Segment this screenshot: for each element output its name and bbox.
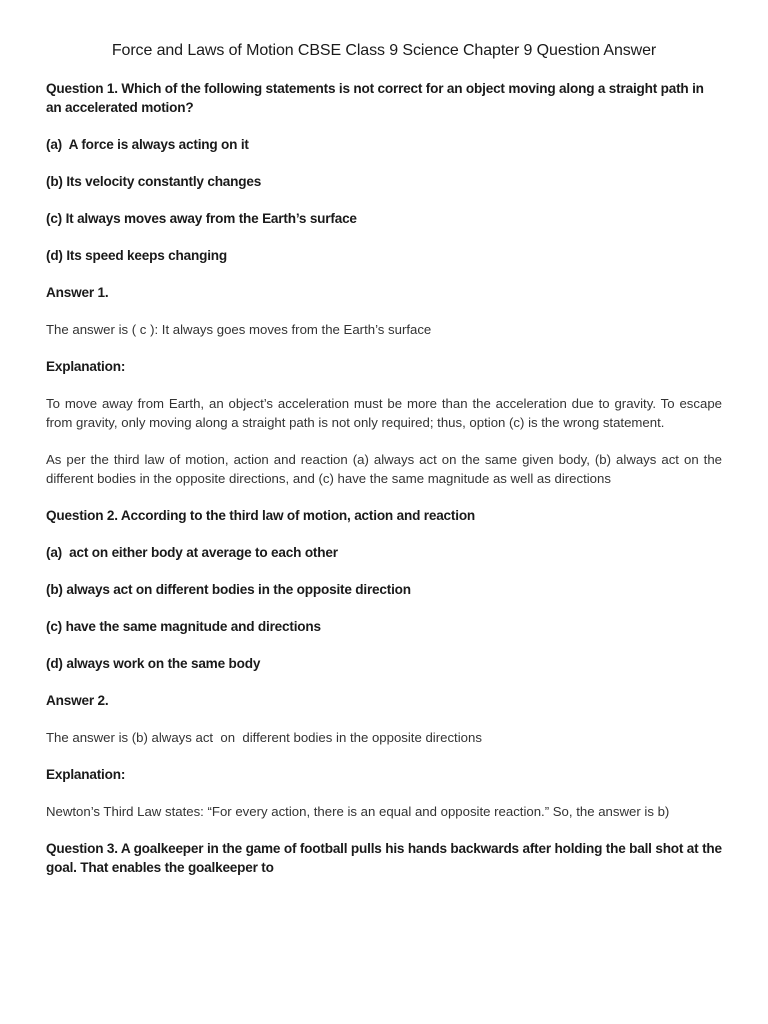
explanation-2-text: Newton’s Third Law states: “For every action, there is an equal and opposite reaction.” So, the answer is b) <box>46 804 670 819</box>
answer-2-text: The answer is (b) always act on different bodies in the opposite directions <box>46 730 482 745</box>
explanation-1-paragraph-2: As per the third law of motion, action and reaction (a) always act on the same given body, (b) always act on the different bodies in the opposite directions, and (c) have the same magnitude as well as directions <box>46 452 722 486</box>
explanation-1-paragraph-1: To move away from Earth, an object’s acceleration must be more than the acceleration due to gravity. To escape from gravity, only moving along a straight path is not only required; thus, option (c) is the wrong statement. <box>46 396 722 430</box>
question-1-option-c: (c) It always moves away from the Earth’s surface <box>46 211 357 226</box>
answer-1-heading: Answer 1. <box>46 285 109 300</box>
question-1: Question 1. Which of the following statements is not correct for an object moving along a straight path in an accelerated motion? <box>46 81 704 115</box>
question-3: Question 3. A goalkeeper in the game of football pulls his hands backwards after holding the ball shot at the goal. That enables the goalkeeper to <box>46 841 722 875</box>
document-page <box>46 40 722 895</box>
question-2-option-d: (d) always work on the same body <box>46 656 261 671</box>
answer-1-text: The answer is ( c ): It always goes moves from the Earth’s surface <box>46 322 432 337</box>
explanation-1-heading: Explanation: <box>46 359 126 374</box>
question-2-option-a: (a) act on either body at average to each other <box>46 545 338 560</box>
page-title: Force and Laws of Motion CBSE Class 9 Science Chapter 9 Question Answer <box>111 42 657 59</box>
question-2: Question 2. According to the third law of motion, action and reaction <box>46 508 476 523</box>
question-1-option-d: (d) Its speed keeps changing <box>46 248 227 263</box>
question-2-option-b: (b) always act on different bodies in the opposite direction <box>46 582 411 597</box>
question-1-option-b: (b) Its velocity constantly changes <box>46 174 262 189</box>
answer-2-heading: Answer 2. <box>46 693 109 708</box>
question-1-option-a: (a) A force is always acting on it <box>46 137 249 152</box>
question-2-option-c: (c) have the same magnitude and directions <box>46 619 321 634</box>
explanation-2-heading: Explanation: <box>46 767 126 782</box>
